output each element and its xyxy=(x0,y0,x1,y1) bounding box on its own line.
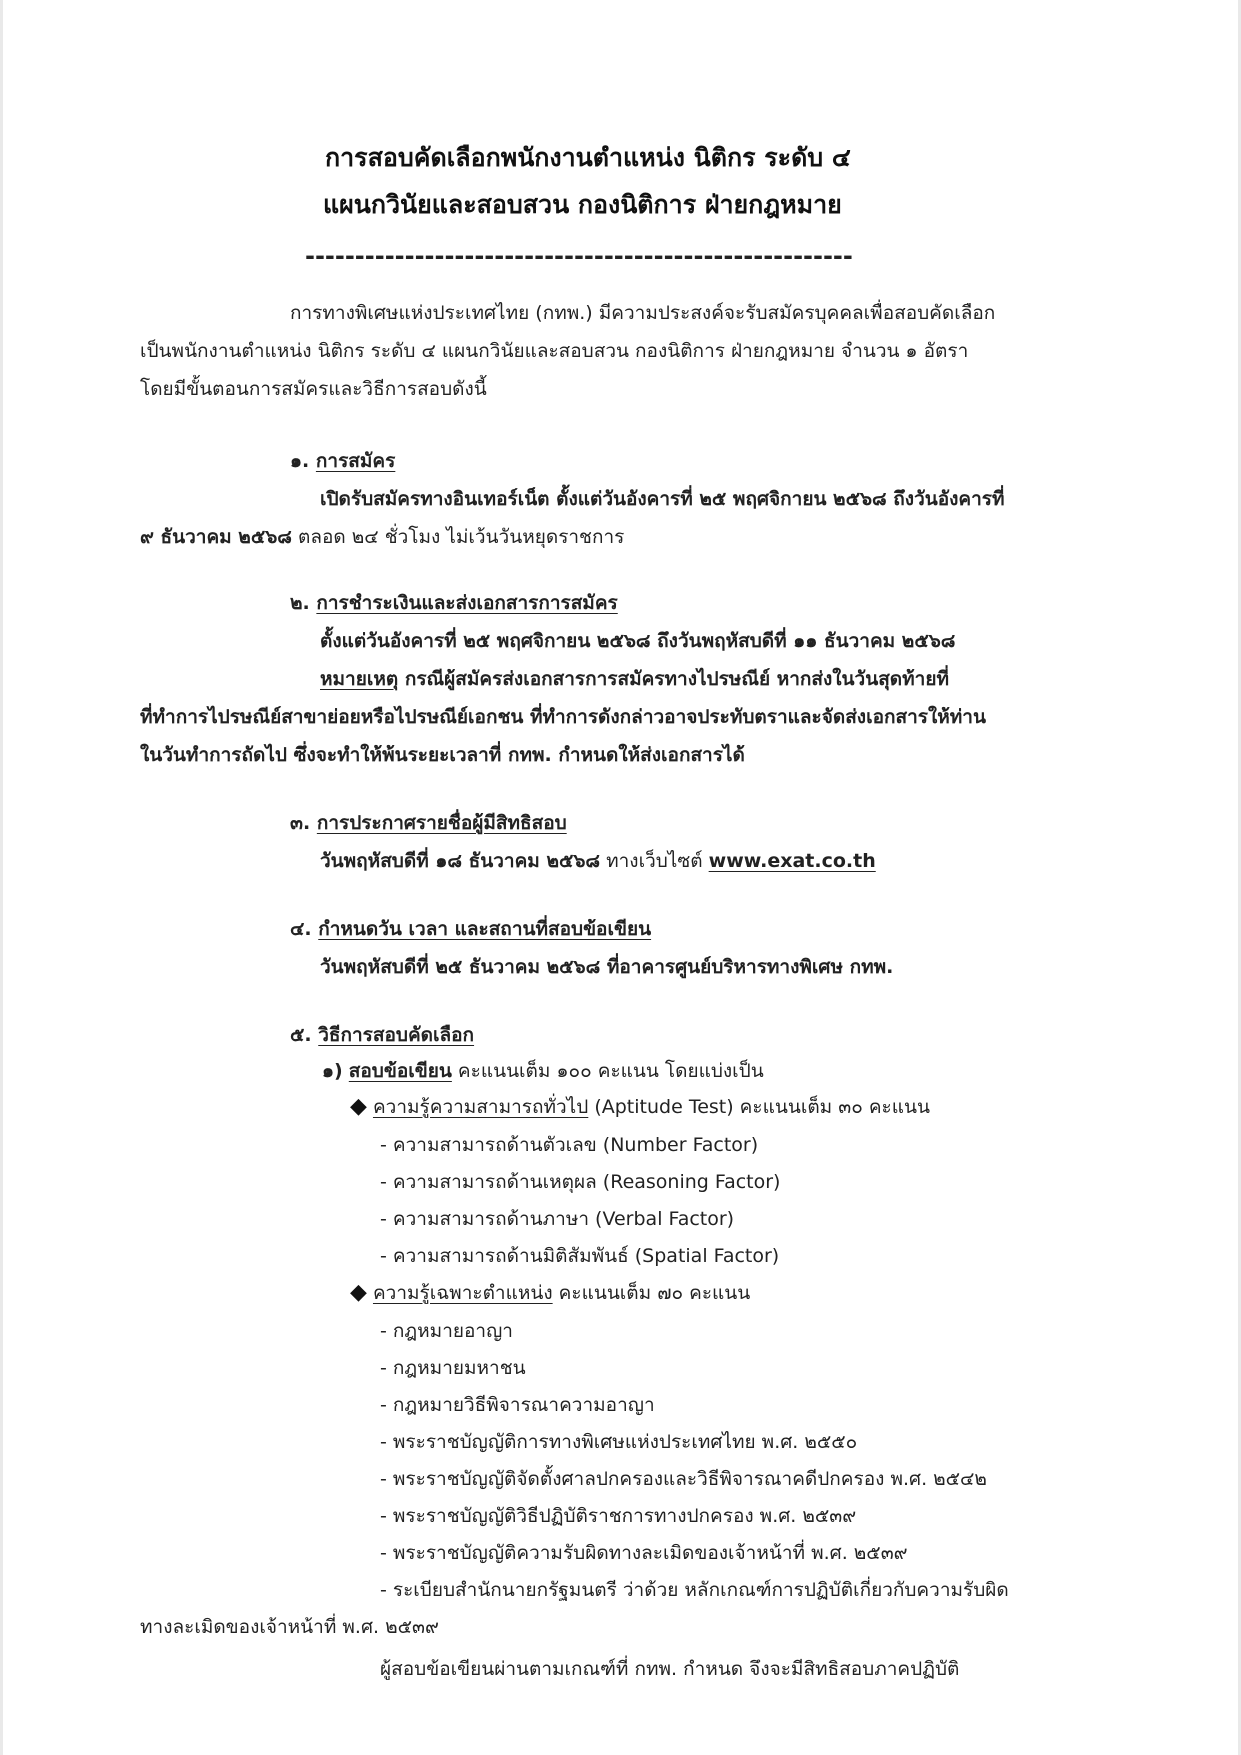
specific-item: - กฎหมายอาญา xyxy=(380,1320,513,1342)
scan-edge-left xyxy=(0,0,3,1755)
written-exam-line xyxy=(322,1056,764,1086)
specific-item: - พระราชบัญญัติวิธีปฏิบัติราชการทางปกครอง พ.ศ. ๒๕๓๙ xyxy=(380,1505,857,1527)
section-3-line-1 xyxy=(320,846,876,876)
section-1-number: ๑. xyxy=(290,450,310,472)
written-exam-score: คะแนนเต็ม ๑๐๐ คะแนน โดยแบ่งเป็น xyxy=(451,1060,764,1082)
via-website-text: ทางเว็บไซต์ xyxy=(600,850,709,872)
specific-item: - พระราชบัญญัติจัดตั้งศาลปกครองและวิธีพิจารณาคดีปกครอง พ.ศ. ๒๕๔๒ xyxy=(380,1468,987,1490)
section-4-heading xyxy=(290,914,651,944)
section-1-title: การสมัคร xyxy=(315,450,396,472)
specific-score: คะแนนเต็ม ๗๐ คะแนน xyxy=(552,1282,751,1304)
written-exam-label: สอบข้อเขียน xyxy=(348,1060,452,1082)
section-1-line-1: เปิดรับสมัครทางอินเทอร์เน็ต ตั้งแต่วันอังคารที่ ๒๕ พฤศจิกายน ๒๕๖๘ ถึงวันอังคารที่ xyxy=(320,488,1005,510)
section-5-title: วิธีการสอบคัดเลือก xyxy=(318,1024,475,1046)
section-5-heading xyxy=(290,1020,474,1050)
specific-item-wrap: ทางละเมิดของเจ้าหน้าที่ พ.ศ. ๒๕๓๙ xyxy=(140,1616,439,1638)
section-4-line-1: วันพฤหัสบดีที่ ๒๕ ธันวาคม ๒๕๖๘ ที่อาคารศูนย์บริหารทางพิเศษ กทพ. xyxy=(320,956,894,978)
section-1-line-2 xyxy=(140,522,624,552)
section-1-heading xyxy=(290,446,395,476)
final-note: ผู้สอบข้อเขียนผ่านตามเกณฑ์ที่ กทพ. กำหนด จึงจะมีสิทธิสอบภาคปฏิบัติ xyxy=(380,1658,960,1680)
specific-item: - กฎหมายวิธีพิจารณาความอาญา xyxy=(380,1394,655,1416)
section-1-hours: ตลอด ๒๔ ชั่วโมง ไม่เว้นวันหยุดราชการ xyxy=(291,526,625,548)
note-line-1: กรณีผู้สมัครส่งเอกสารการสมัครทางไปรษณีย์ หากส่งในวันสุดท้ายที่ xyxy=(398,668,949,690)
aptitude-item: - ความสามารถด้านภาษา (Verbal Factor) xyxy=(380,1208,735,1230)
title-line-1: การสอบคัดเลือกพนักงานตำแหน่ง นิติกร ระดับ ๔ xyxy=(325,143,851,172)
diamond-bullet-icon: ◆ xyxy=(350,1094,367,1119)
section-4-number: ๔. xyxy=(290,918,312,940)
section-2-note xyxy=(320,664,949,694)
section-3-title: การประกาศรายชื่อผู้มีสิทธิสอบ xyxy=(316,812,567,834)
section-3-heading xyxy=(290,808,567,838)
aptitude-item: - ความสามารถด้านตัวเลข (Number Factor) xyxy=(380,1134,759,1156)
specific-item: - ระเบียบสำนักนายกรัฐมนตรี ว่าด้วย หลักเกณฑ์การปฏิบัติเกี่ยวกับความรับผิด xyxy=(380,1579,1009,1601)
intro-line-2: เป็นพนักงานตำแหน่ง นิติกร ระดับ ๔ แผนกวินัยและสอบสวน กองนิติการ ฝ่ายกฎหมาย จำนวน ๑ อัตรา xyxy=(140,340,969,362)
note-line-2: ที่ทำการไปรษณีย์สาขาย่อยหรือไปรษณีย์เอกชน ที่ทำการดังกล่าวอาจประทับตราและจัดส่งเอกสารให้ท่าน xyxy=(140,706,986,728)
written-exam-number: ๑) xyxy=(322,1060,343,1082)
section-3-number: ๓. xyxy=(290,812,311,834)
section-5-number: ๕. xyxy=(290,1024,312,1046)
section-2-heading xyxy=(290,588,618,618)
diamond-bullet-icon: ◆ xyxy=(350,1280,367,1305)
specific-heading xyxy=(350,1278,750,1308)
section-2-line-1: ตั้งแต่วันอังคารที่ ๒๕ พฤศจิกายน ๒๕๖๘ ถึงวันพฤหัสบดีที่ ๑๑ ธันวาคม ๒๕๖๘ xyxy=(320,630,956,652)
specific-label: ความรู้เฉพาะตำแหน่ง xyxy=(372,1282,553,1304)
aptitude-score: (Aptitude Test) คะแนนเต็ม ๓๐ คะแนน xyxy=(588,1096,930,1118)
note-line-3: ในวันทำการถัดไป ซึ่งจะทำให้พ้นระยะเวลาที่ กทพ. กำหนดให้ส่งเอกสารได้ xyxy=(140,744,745,766)
aptitude-heading xyxy=(350,1092,930,1122)
specific-item: - กฎหมายมหาชน xyxy=(380,1357,526,1379)
intro-line-1: การทางพิเศษแห่งประเทศไทย (กทพ.) มีความประสงค์จะรับสมัครบุคคลเพื่อสอบคัดเลือก xyxy=(290,302,996,324)
aptitude-label: ความรู้ความสามารถทั่วไป xyxy=(372,1096,589,1118)
section-4-title: กำหนดวัน เวลา และสถานที่สอบข้อเขียน xyxy=(318,918,652,940)
note-label: หมายเหตุ xyxy=(320,668,399,690)
aptitude-item: - ความสามารถด้านเหตุผล (Reasoning Factor) xyxy=(380,1171,781,1193)
aptitude-item: - ความสามารถด้านมิติสัมพันธ์ (Spatial Factor) xyxy=(380,1245,780,1267)
specific-item: - พระราชบัญญัติความรับผิดทางละเมิดของเจ้าหน้าที่ พ.ศ. ๒๕๓๙ xyxy=(380,1542,908,1564)
website-link[interactable]: www.exat.co.th xyxy=(708,850,876,872)
intro-line-3: โดยมีขั้นตอนการสมัครและวิธีการสอบดังนี้ xyxy=(140,378,487,400)
section-2-title: การชำระเงินและส่งเอกสารการสมัคร xyxy=(316,592,618,614)
title-line-2: แผนกวินัยและสอบสวน กองนิติการ ฝ่ายกฎหมาย xyxy=(323,190,842,219)
specific-item: - พระราชบัญญัติการทางพิเศษแห่งประเทศไทย พ.ศ. ๒๕๕๐ xyxy=(380,1431,858,1453)
section-1-end-date: ๙ ธันวาคม ๒๕๖๘ xyxy=(140,526,292,548)
announcement-date: วันพฤหัสบดีที่ ๑๘ ธันวาคม ๒๕๖๘ xyxy=(320,850,601,872)
title-separator: ------------------------------------------------------- xyxy=(305,242,853,270)
section-2-number: ๒. xyxy=(290,592,310,614)
